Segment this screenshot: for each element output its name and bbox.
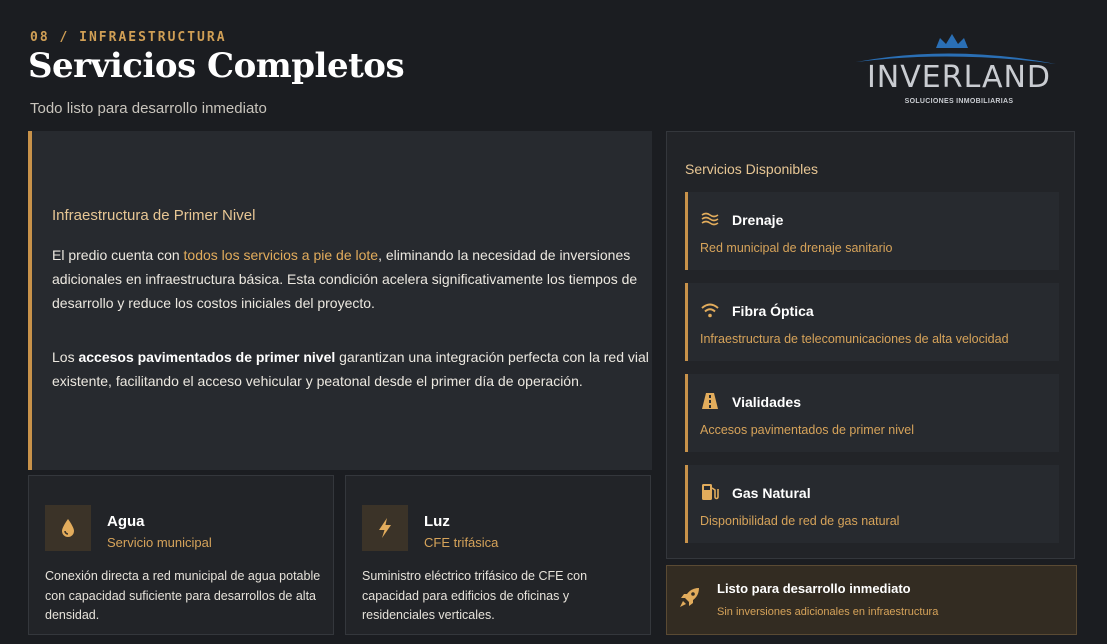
page-title: Servicios Completos xyxy=(28,46,405,86)
card-description: Suministro eléctrico trifásico de CFE con capacidad para edificios de oficinas y residenciales verticales. xyxy=(362,569,588,622)
ready-banner xyxy=(666,565,1077,635)
service-description: Infraestructura de telecomunicaciones de alta velocidad xyxy=(700,332,1009,346)
logo-wordmark: INVERLAND xyxy=(866,60,1052,95)
service-card-luz xyxy=(345,475,651,635)
water-waves-icon xyxy=(700,210,720,228)
service-item-vialidades xyxy=(685,374,1059,452)
services-heading: Servicios Disponibles xyxy=(685,161,819,177)
section-kicker: 08 / INFRAESTRUCTURA xyxy=(30,30,227,45)
service-description: Accesos pavimentados de primer nivel xyxy=(700,423,914,437)
rocket-icon xyxy=(679,586,701,608)
road-icon xyxy=(700,392,720,410)
card-description: Conexión directa a red municipal de agua potable con capacidad suficiente para desarrollos de alta densidad. xyxy=(45,569,321,622)
card-subtitle: Servicio municipal xyxy=(107,535,212,550)
lightning-icon xyxy=(362,505,408,551)
p1-text-start: El predio cuenta con xyxy=(52,247,184,263)
p2-emphasis: accesos pavimentados de primer nivel xyxy=(78,349,336,365)
service-title: Gas Natural xyxy=(732,485,811,501)
service-title: Vialidades xyxy=(732,394,802,410)
p2-text-start: Los xyxy=(52,349,79,365)
ready-subtitle: Sin inversiones adicionales en infraestructura xyxy=(717,606,939,618)
infrastructure-panel xyxy=(28,131,652,470)
panel-heading: Infraestructura de Primer Nivel xyxy=(52,207,256,224)
inverland-logo xyxy=(846,32,1066,122)
water-drop-icon xyxy=(45,505,91,551)
ready-title: Listo para desarrollo inmediato xyxy=(717,581,911,596)
available-services-panel xyxy=(666,131,1075,559)
service-description: Disponibilidad de red de gas natural xyxy=(700,514,900,528)
p1-highlight: todos los servicios a pie de lote xyxy=(183,247,379,263)
p2-text-end: garantizan una integración perfecta con la red vial existente, facilitando el acceso vehicular y peatonal desde el primer día de operación. xyxy=(52,349,649,389)
logo-tagline: SOLUCIONES INMOBILIARIAS xyxy=(904,98,1014,105)
service-item-fibra-optica xyxy=(685,283,1059,361)
service-item-gas-natural xyxy=(685,465,1059,543)
service-title: Fibra Óptica xyxy=(732,303,814,319)
paragraph-services xyxy=(52,243,652,315)
service-description: Red municipal de drenaje sanitario xyxy=(700,241,893,255)
service-item-drenaje xyxy=(685,192,1059,270)
service-title: Drenaje xyxy=(732,212,784,228)
wifi-icon xyxy=(700,301,720,319)
card-title: Luz xyxy=(424,513,450,530)
paragraph-access xyxy=(52,345,652,393)
p1-text-end: , eliminando la necesidad de inversiones adicionales en infraestructura básica. Esta condición acelera significativamente los tiempos de desarrollo y reduce los costos iniciales del proyecto. xyxy=(52,247,638,311)
gas-pump-icon xyxy=(700,483,720,501)
service-card-agua xyxy=(28,475,334,635)
card-subtitle: CFE trifásica xyxy=(424,535,499,550)
page-subtitle: Todo listo para desarrollo inmediato xyxy=(30,100,267,117)
card-title: Agua xyxy=(107,513,145,530)
